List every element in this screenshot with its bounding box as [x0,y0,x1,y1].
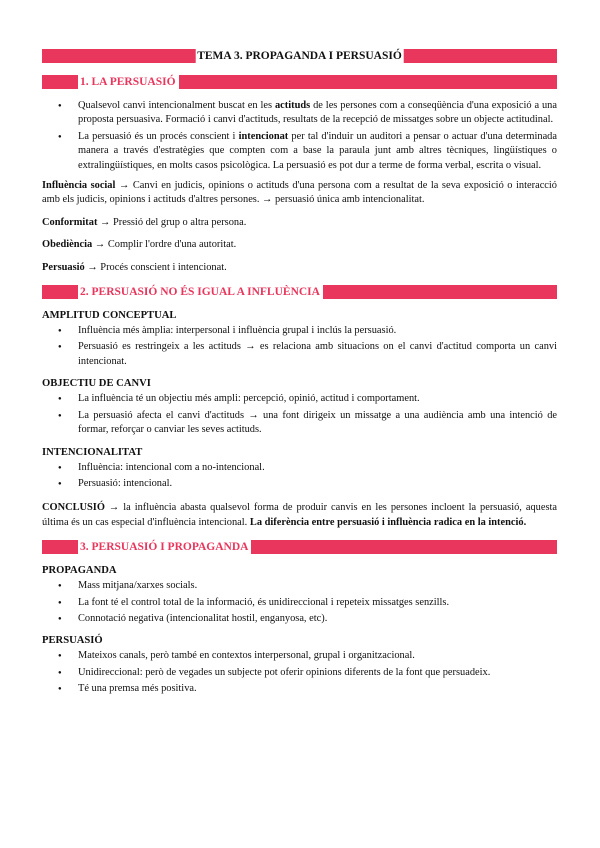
list-item: ● Influència: intencional com a no-intencional. [78,461,557,475]
influencia-definition: Influència social → Canvi en judicis, opinions o actituds d'una persona com a resultat de la seva exposició o interacció amb els judicis, opinions i actituds d'altres persones. → persuasió única amb intencionalitat. [42,180,558,206]
list-item: ● Persuasió: intencional. [78,477,557,491]
section-1-heading: 1. LA PERSUASIÓ [78,73,179,91]
document-title: TEMA 3. PROPAGANDA I PERSUASIÓ [195,48,404,65]
list-item: ● Mass mitjana/xarxes socials. [78,579,557,593]
list-item: ● Mateixos canals, però també en contextos interpersonal, grupal i organitzacional. [78,649,557,663]
subheading-propaganda: PROPAGANDA [42,565,117,577]
list-item: ● Unidireccional: però de vegades un subjecte pot oferir opinions diferents de la font que persuadeix. [78,666,557,680]
intencionalitat-list [42,461,557,492]
obediencia-definition: Obediència → Complir l'ordre d'una autoritat. [42,239,237,251]
section-3-heading: 3. PERSUASIÓ I PROPAGANDA [78,538,251,556]
section-1-heading-bar [42,73,557,91]
persuasio-list [42,649,557,696]
document-page [42,48,557,699]
conclusio-paragraph: CONCLUSIÓ → la influència abasta qualsevol forma de produir canvis en les persones incloent la persuasió, aquesta última és un cas especial d'influència intencional. La diferència entre persuasió i influència radica en la intenció. [42,502,557,528]
amplitud-list [42,324,557,369]
document-title-bar [42,48,557,65]
propaganda-list [42,579,557,626]
list-item: ● Connotació negativa (intencionalitat hostil, enganyosa, etc). [78,612,557,626]
subheading-objectiu: OBJECTIU DE CANVI [42,378,151,390]
section-2-heading-bar [42,283,557,301]
objectiu-list [42,392,557,437]
section-1-list [42,99,557,173]
subheading-amplitud: AMPLITUD CONCEPTUAL [42,310,177,322]
list-item: ● La persuasió afecta el canvi d'actituds → una font dirigeix un missatge a una audiència amb una intenció de formar, reforçar o canviar les seves actituds. [78,409,557,438]
section-2-heading: 2. PERSUASIÓ NO ÉS IGUAL A INFLUÈNCIA [78,283,323,301]
conformitat-definition: Conformitat → Pressió del grup o altra persona. [42,216,247,228]
list-item: ● Qualsevol canvi intencionalment buscat en les actituds de les persones com a conseqüència d'una exposició a una proposta persuasiva. Formació i canvi d'actituds, resultats de la recepció de missatges sobre un objecte actitudinal. [78,99,557,128]
list-item: ● Influència més àmplia: interpersonal i influència grupal i inclús la persuasió. [78,324,557,338]
subheading-intencionalitat: INTENCIONALITAT [42,446,143,458]
subheading-persuasio: PERSUASIÓ [42,635,103,647]
list-item: ● La persuasió és un procés conscient i intencionat per tal d'induir un auditori a pensar o actuar d'una determinada manera a través d'estratègies que compten com a base la paraula junt amb altres tècniques, lingüístiques o extralingüístiques, en molts casos psicològica. La persuasió es pot dur a terme de forma verbal, escrita o visual. [78,130,557,173]
list-item: ● Persuasió es restringeix a les actituds → es relaciona amb situacions on el canvi d'actitud comporta un canvi intencionat. [78,340,557,369]
section-3-heading-bar [42,538,557,556]
list-item: ● Té una premsa més positiva. [78,682,557,696]
list-item: ● La influència té un objectiu més ampli: percepció, opinió, actitud i comportament. [78,392,557,406]
persuasio-definition: Persuasió → Procés conscient i intencionat. [42,261,227,273]
list-item: ● La font té el control total de la informació, és unidireccional i repeteix missatges senzills. [78,596,557,610]
